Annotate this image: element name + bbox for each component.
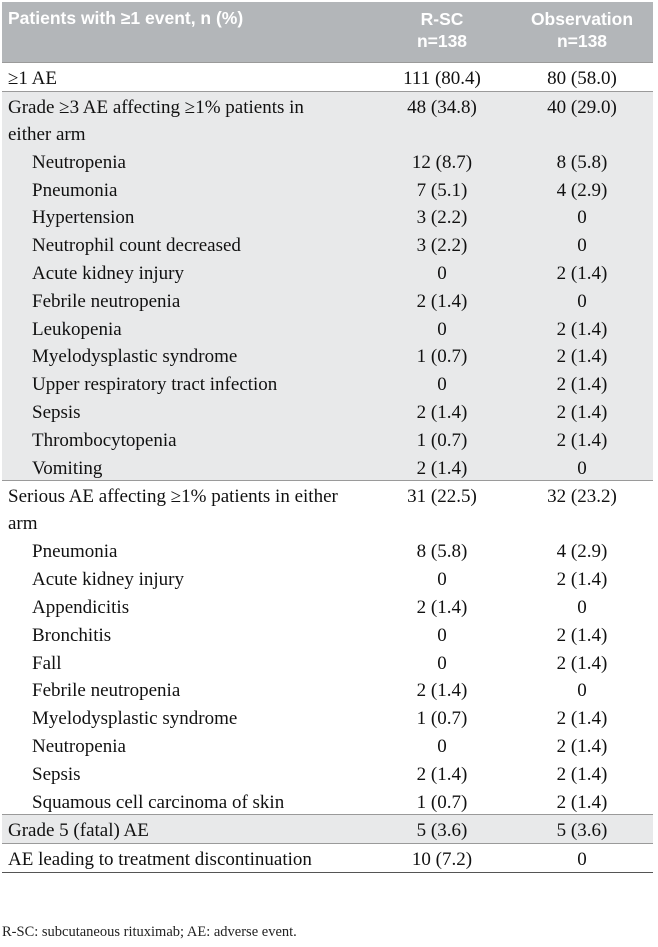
row-label: Acute kidney injury	[32, 569, 184, 591]
observation-value: 0	[577, 596, 587, 618]
table-row	[2, 536, 653, 564]
row-label: AE leading to treatment discontinuation	[8, 849, 312, 871]
rsc-value: 0	[437, 569, 447, 591]
rsc-value: 5 (3.6)	[416, 820, 468, 842]
table-row	[2, 397, 653, 425]
header-rsc	[362, 8, 522, 52]
observation-value: 32 (23.2)	[547, 486, 617, 508]
header-rsc-n: n=138	[416, 31, 468, 51]
table-row	[2, 258, 653, 286]
row-label: Leukopenia	[32, 318, 122, 340]
rsc-value: 111 (80.4)	[403, 68, 481, 89]
rsc-value: 2 (1.4)	[416, 290, 468, 312]
table-section	[2, 62, 653, 91]
observation-value: 4 (2.9)	[556, 179, 608, 201]
rsc-value: 3 (2.2)	[416, 235, 468, 257]
table-row	[2, 703, 653, 731]
row-label: ≥1 AE	[8, 68, 57, 89]
row-label: Sepsis	[32, 401, 81, 423]
observation-value: 2 (1.4)	[556, 429, 608, 451]
observation-value: 2 (1.4)	[556, 318, 608, 340]
rsc-value: 2 (1.4)	[416, 763, 468, 785]
row-label: Hypertension	[32, 207, 135, 229]
rsc-value: 2 (1.4)	[416, 596, 468, 618]
observation-value: 0	[577, 290, 587, 312]
table-row	[2, 481, 653, 536]
observation-value: 0	[577, 680, 587, 702]
rsc-value: 2 (1.4)	[416, 401, 468, 423]
rsc-value: 12 (8.7)	[411, 151, 473, 173]
row-label: Appendicitis	[32, 596, 130, 618]
row-label: Squamous cell carcinoma of skin	[32, 791, 285, 813]
adverse-events-table	[2, 2, 653, 873]
header-observation-title: Observation	[530, 9, 634, 29]
rsc-value: 48 (34.8)	[407, 96, 477, 118]
row-label: Bronchitis	[32, 624, 112, 646]
rsc-value: 1 (0.7)	[416, 791, 468, 813]
observation-value: 2 (1.4)	[556, 401, 608, 423]
table-row	[2, 620, 653, 648]
header-label: Patients with ≥1 event, n (%)	[8, 8, 244, 28]
rsc-value: 3 (2.2)	[416, 207, 468, 229]
observation-value: 2 (1.4)	[556, 735, 608, 757]
table-section	[2, 480, 653, 814]
footnote: R-SC: subcutaneous rituximab; AE: adverse event.	[2, 924, 297, 940]
rsc-value: 0	[437, 735, 447, 757]
rsc-value: 2 (1.4)	[416, 680, 468, 702]
row-label: Grade 5 (fatal) AE	[8, 820, 149, 842]
row-label: Pneumonia	[32, 179, 118, 201]
observation-value: 8 (5.8)	[556, 151, 608, 173]
header-observation	[502, 8, 658, 52]
rsc-value: 8 (5.8)	[416, 541, 468, 563]
rsc-value: 0	[437, 262, 447, 284]
row-label: Myelodysplastic syndrome	[32, 346, 238, 368]
table-row	[2, 341, 653, 369]
rsc-value: 0	[437, 374, 447, 396]
table-row	[2, 147, 653, 175]
table-row	[2, 92, 653, 147]
observation-value: 2 (1.4)	[556, 569, 608, 591]
rsc-value: 10 (7.2)	[411, 849, 473, 871]
rsc-value: 0	[437, 652, 447, 674]
rsc-value: 31 (22.5)	[407, 486, 477, 508]
rsc-value: 0	[437, 318, 447, 340]
row-label: Neutropenia	[32, 735, 126, 757]
observation-value: 2 (1.4)	[556, 374, 608, 396]
observation-value: 2 (1.4)	[556, 624, 608, 646]
table-row	[2, 844, 653, 872]
observation-value: 2 (1.4)	[556, 708, 608, 730]
row-label: Sepsis	[32, 763, 81, 785]
rsc-value: 1 (0.7)	[416, 429, 468, 451]
row-label: Thrombocytopenia	[32, 429, 177, 451]
header-rsc-title: R-SC	[420, 9, 464, 29]
table-header	[2, 2, 653, 62]
table-row	[2, 286, 653, 314]
table-row	[2, 675, 653, 703]
table-row	[2, 759, 653, 787]
rsc-value: 2 (1.4)	[416, 457, 468, 479]
table-row	[2, 564, 653, 592]
rsc-value: 7 (5.1)	[416, 179, 468, 201]
row-label: Myelodysplastic syndrome	[32, 708, 238, 730]
table-row	[2, 453, 653, 481]
row-label: Fall	[32, 652, 62, 674]
row-label: Neutrophil count decreased	[32, 235, 241, 257]
row-label: Febrile neutropenia	[32, 680, 181, 702]
table-row	[2, 787, 653, 815]
observation-value: 2 (1.4)	[556, 791, 608, 813]
table-section	[2, 843, 653, 872]
table-row	[2, 815, 653, 843]
table-row	[2, 175, 653, 203]
header-observation-n: n=138	[556, 31, 608, 51]
observation-value: 2 (1.4)	[556, 346, 608, 368]
rsc-value: 0	[437, 624, 447, 646]
table-row	[2, 592, 653, 620]
table-body	[2, 62, 653, 872]
table-row	[2, 230, 653, 258]
observation-value: 80 (58.0)	[547, 68, 617, 89]
observation-value: 2 (1.4)	[556, 652, 608, 674]
table-row	[2, 425, 653, 453]
row-label: Acute kidney injury	[32, 262, 184, 284]
observation-value: 0	[577, 235, 587, 257]
table-section	[2, 814, 653, 843]
rsc-value: 1 (0.7)	[416, 346, 468, 368]
table-row	[2, 648, 653, 676]
row-label: Pneumonia	[32, 541, 118, 563]
row-label: Upper respiratory tract infection	[32, 374, 278, 396]
observation-value: 0	[577, 457, 587, 479]
row-label: Febrile neutropenia	[32, 290, 181, 312]
table-row	[2, 202, 653, 230]
observation-value: 4 (2.9)	[556, 541, 608, 563]
table-section	[2, 91, 653, 481]
observation-value: 0	[577, 849, 587, 871]
rsc-value: 1 (0.7)	[416, 708, 468, 730]
table-row	[2, 731, 653, 759]
observation-value: 40 (29.0)	[547, 96, 617, 118]
row-label: Serious AE affecting ≥1% patients in either arm	[8, 486, 338, 535]
table-row	[2, 314, 653, 342]
row-label: Grade ≥3 AE affecting ≥1% patients in either arm	[8, 96, 304, 145]
observation-value: 2 (1.4)	[556, 262, 608, 284]
observation-value: 0	[577, 207, 587, 229]
row-label: Vomiting	[32, 457, 103, 479]
table-row	[2, 63, 653, 91]
observation-value: 2 (1.4)	[556, 763, 608, 785]
row-label: Neutropenia	[32, 151, 126, 173]
observation-value: 5 (3.6)	[556, 820, 608, 842]
table-row	[2, 369, 653, 397]
